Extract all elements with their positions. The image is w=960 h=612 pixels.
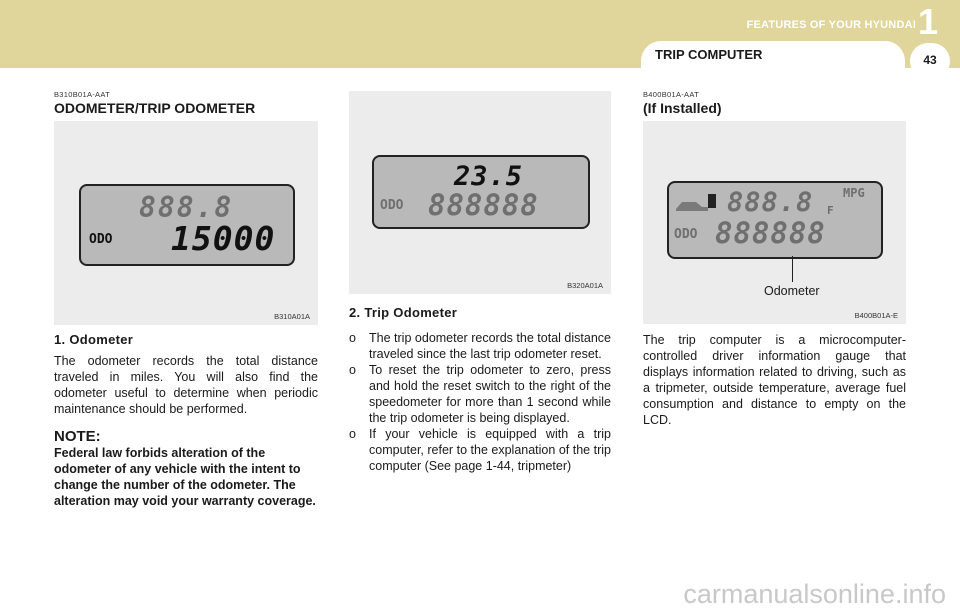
odometer-paragraph: The odometer records the total distance traveled in miles. You will also find the odometer useful to determine when periodic maintenance should be performed.: [54, 354, 318, 416]
lcd-odometer-ghost-digits: 888888: [428, 188, 539, 222]
lcd-trip-value: 23.5: [454, 161, 524, 192]
odometer-subheading: 1. Odometer: [54, 332, 134, 347]
lcd-odometer-value: 15000: [171, 219, 276, 258]
image-caption: B310A01A: [274, 312, 310, 321]
bullet-text: If your vehicle is equipped with a trip computer, refer to the explanation of the trip computer (See page 1-44, tripmeter): [369, 427, 611, 473]
note-text: Federal law forbids alteration of the odometer of any vehicle with the intent to change the number of the odometer. The alteration may void your warranty coverage.: [54, 446, 316, 508]
lcd-odo-label: ODO: [380, 198, 404, 213]
watermark: carmanualsonline.info: [683, 579, 946, 609]
note-title: NOTE:: [54, 428, 101, 445]
bullet-text: The trip odometer records the total distance traveled since the last trip odometer reset.: [369, 331, 611, 361]
trip-odometer-subheading: 2. Trip Odometer: [349, 305, 458, 320]
trip-computer-paragraph: The trip computer is a microcomputer-controlled driver information gauge that displays information related to driving, such as a tripmeter, outside temperature, average fuel consumption and distance to empty on the LCD.: [643, 333, 906, 427]
lcd-odo-label: ODO: [674, 227, 698, 242]
lcd-display: [667, 181, 883, 259]
chapter-title: FEATURES OF YOUR HYUNDAI: [746, 19, 916, 31]
section-heading: ODOMETER/TRIP ODOMETER: [54, 100, 256, 116]
bullet-mark: o: [349, 363, 356, 377]
lcd-odometer-ghost-digits: 888888: [715, 216, 826, 250]
bullet-text: To reset the trip odometer to zero, press and hold the reset switch to the right of the speedometer for more than 1 second while the trip odometer is being displayed.: [369, 363, 611, 425]
lcd-display: [372, 155, 590, 229]
section-heading: (If Installed): [643, 100, 722, 116]
section-tab-label: TRIP COMPUTER: [655, 47, 763, 62]
page-number: 43: [923, 53, 937, 67]
trip-odometer-bullets: [349, 330, 611, 474]
bullet-mark: o: [349, 331, 356, 345]
trip-odometer-illustration: [349, 91, 611, 294]
odometer-callout: Odometer: [764, 284, 820, 298]
odometer-illustration: [54, 121, 318, 325]
list-item: [349, 426, 611, 474]
list-item: [349, 330, 611, 362]
section-code: B310B01A-AAT: [54, 90, 110, 99]
section-tab: [641, 41, 905, 81]
lcd-odo-label: ODO: [89, 232, 113, 247]
lcd-unit-mpg: MPG: [843, 186, 865, 200]
lcd-display: [79, 184, 295, 266]
page-number-badge: [910, 43, 950, 79]
fuel-pump-icon: [707, 192, 719, 210]
callout-leader-line: [792, 256, 793, 282]
image-caption: B320A01A: [567, 281, 603, 290]
lcd-unit-f: F: [827, 204, 834, 217]
list-item: [349, 362, 611, 426]
image-caption: B400B01A-E: [854, 311, 898, 320]
lcd-top-ghost-digits: 888.8: [727, 187, 814, 218]
lcd-top-ghost-digits: 888.8: [139, 191, 234, 224]
bullet-mark: o: [349, 427, 356, 441]
chapter-number: 1: [917, 1, 938, 42]
section-code: B400B01A-AAT: [643, 90, 699, 99]
